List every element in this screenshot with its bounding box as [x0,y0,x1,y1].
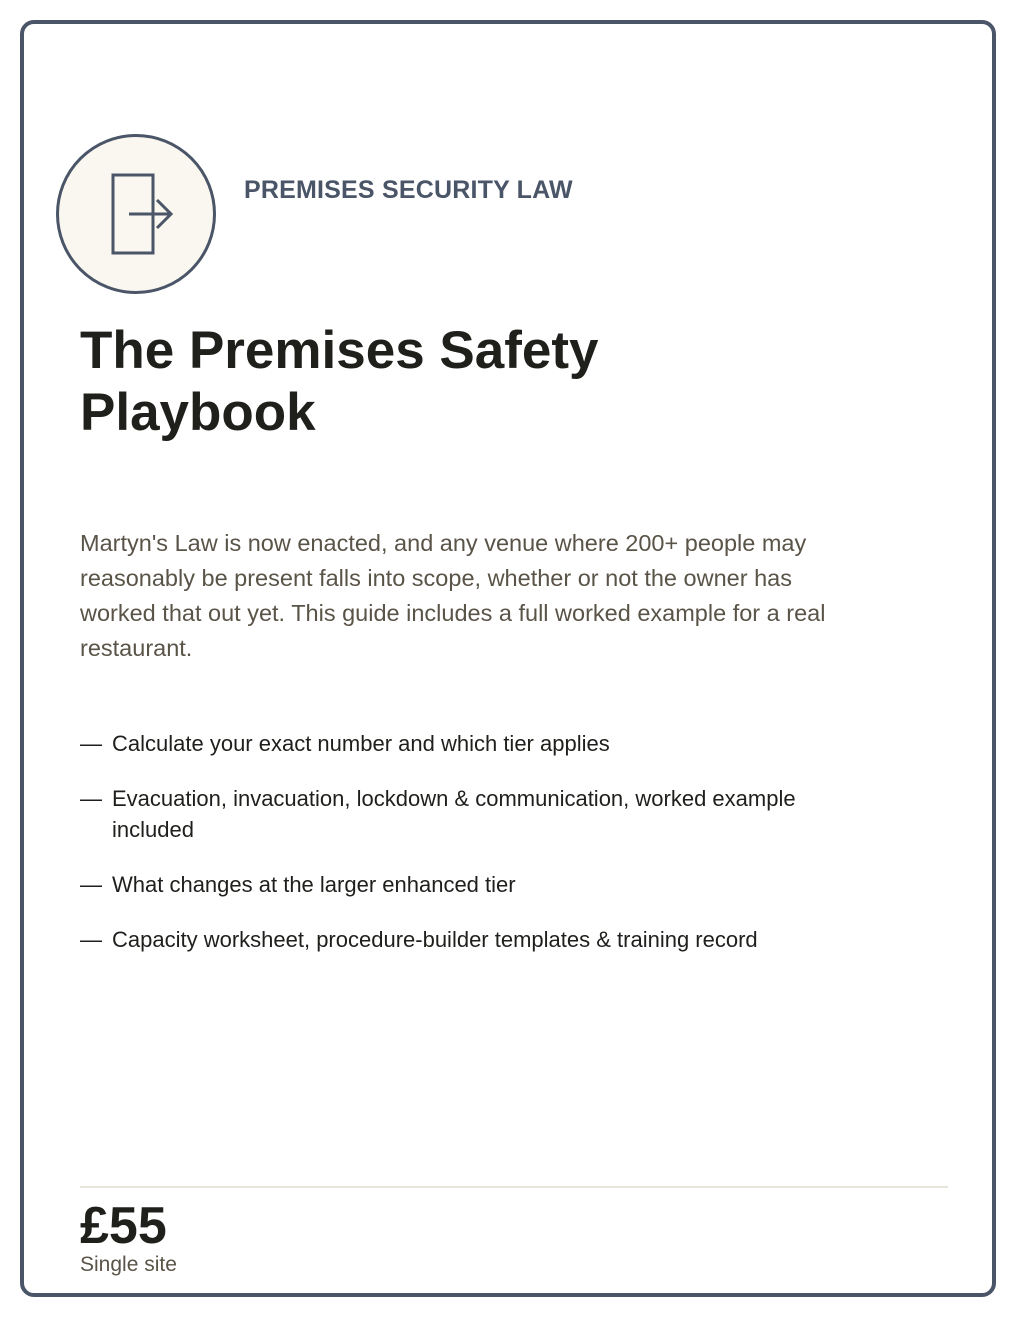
price-note: Single site [80,1253,177,1276]
intro-paragraph: Martyn's Law is now enacted, and any venue where 200+ people may reasonably be present falls into scope, whether or not the owner has worked that out yet. This guide includes a full worked example for a real restaurant. [80,530,826,661]
feature-text: What changes at the larger enhanced tier [112,872,516,897]
feature-text: Capacity worksheet, procedure-builder templates & training record [112,927,758,952]
feature-item [80,728,800,759]
feature-item [80,924,800,955]
bullet-dash: — [80,927,102,952]
page-title: The Premises Safety Playbook [80,321,599,442]
product-card [20,20,996,1297]
exit-door-icon [105,171,175,257]
feature-item [80,869,800,900]
bullet-dash: — [80,731,102,756]
icon-badge [56,134,216,294]
bullet-dash: — [80,786,102,811]
bullet-dash: — [80,872,102,897]
feature-text: Calculate your exact number and which tier applies [112,731,610,756]
feature-item [80,783,800,845]
footer-divider [80,1186,948,1188]
category-label: PREMISES SECURITY LAW [244,176,573,204]
price: £55 [80,1197,167,1255]
feature-list [80,728,800,979]
feature-text: Evacuation, invacuation, lockdown & communication, worked example included [112,786,796,842]
